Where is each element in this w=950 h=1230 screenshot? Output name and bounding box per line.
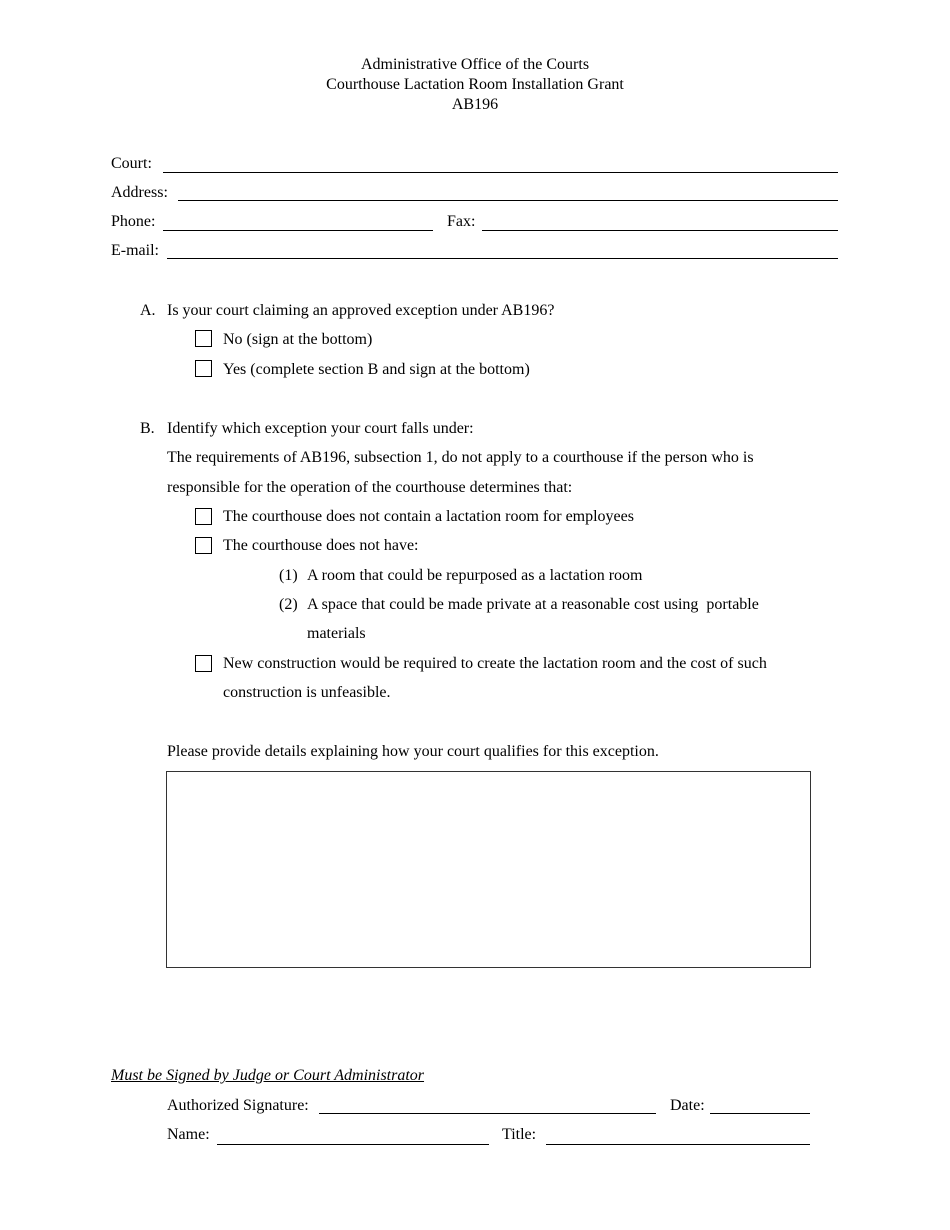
header-bill-number: AB196 bbox=[451, 96, 499, 113]
section-b-letter: B. bbox=[140, 420, 155, 437]
section-a-question: Is your court claiming an approved exception under AB196? bbox=[167, 302, 555, 319]
fax-field[interactable] bbox=[482, 230, 838, 231]
details-prompt: Please provide details explaining how your court qualifies for this exception. bbox=[167, 743, 659, 760]
name-field[interactable] bbox=[217, 1144, 489, 1145]
section-a-letter: A. bbox=[140, 302, 156, 319]
sub-item-2-text-cont: materials bbox=[307, 625, 366, 642]
email-label: E-mail: bbox=[111, 242, 159, 259]
phone-label: Phone: bbox=[111, 213, 156, 230]
date-label: Date: bbox=[670, 1097, 705, 1114]
fax-label: Fax: bbox=[447, 213, 476, 230]
name-label: Name: bbox=[167, 1126, 210, 1143]
exception-no-lactation-room-checkbox[interactable] bbox=[195, 508, 212, 525]
court-field[interactable] bbox=[163, 172, 838, 173]
option-yes-label: Yes (complete section B and sign at the bottom) bbox=[223, 361, 530, 378]
header-agency: Administrative Office of the Courts bbox=[360, 56, 590, 73]
authorized-signature-label: Authorized Signature: bbox=[167, 1097, 309, 1114]
section-b-question: Identify which exception your court falls under: bbox=[167, 420, 474, 437]
exception-new-construction-checkbox[interactable] bbox=[195, 655, 212, 672]
exception-new-construction-label-cont: construction is unfeasible. bbox=[223, 684, 391, 701]
section-b-intro: The requirements of AB196, subsection 1, do not apply to a courthouse if the person who is bbox=[167, 449, 754, 466]
header-form-title: Courthouse Lactation Room Installation Grant bbox=[326, 76, 624, 93]
section-b-intro-cont: responsible for the operation of the courthouse determines that: bbox=[167, 479, 573, 496]
sub-item-1-text: A room that could be repurposed as a lactation room bbox=[307, 567, 643, 584]
sub-item-1-number: (1) bbox=[279, 567, 298, 584]
address-field[interactable] bbox=[178, 200, 838, 201]
signature-heading: Must be Signed by Judge or Court Administrator bbox=[111, 1067, 425, 1084]
address-label: Address: bbox=[111, 184, 168, 201]
exception-new-construction-label: New construction would be required to create the lactation room and the cost of such bbox=[223, 655, 767, 672]
details-textarea[interactable] bbox=[166, 771, 811, 968]
sub-item-2-text: A space that could be made private at a reasonable cost using portable bbox=[307, 596, 759, 613]
title-field[interactable] bbox=[546, 1144, 810, 1145]
exception-no-space-label: The courthouse does not have: bbox=[223, 537, 419, 554]
authorized-signature-field[interactable] bbox=[319, 1113, 656, 1114]
email-field[interactable] bbox=[167, 258, 838, 259]
exception-no-space-checkbox[interactable] bbox=[195, 537, 212, 554]
date-field[interactable] bbox=[710, 1113, 810, 1114]
sub-item-2-number: (2) bbox=[279, 596, 298, 613]
exception-no-lactation-room-label: The courthouse does not contain a lactation room for employees bbox=[223, 508, 634, 525]
court-label: Court: bbox=[111, 155, 152, 172]
phone-field[interactable] bbox=[163, 230, 433, 231]
option-yes-checkbox[interactable] bbox=[195, 360, 212, 377]
option-no-label: No (sign at the bottom) bbox=[223, 331, 373, 348]
option-no-checkbox[interactable] bbox=[195, 330, 212, 347]
title-label: Title: bbox=[502, 1126, 537, 1143]
